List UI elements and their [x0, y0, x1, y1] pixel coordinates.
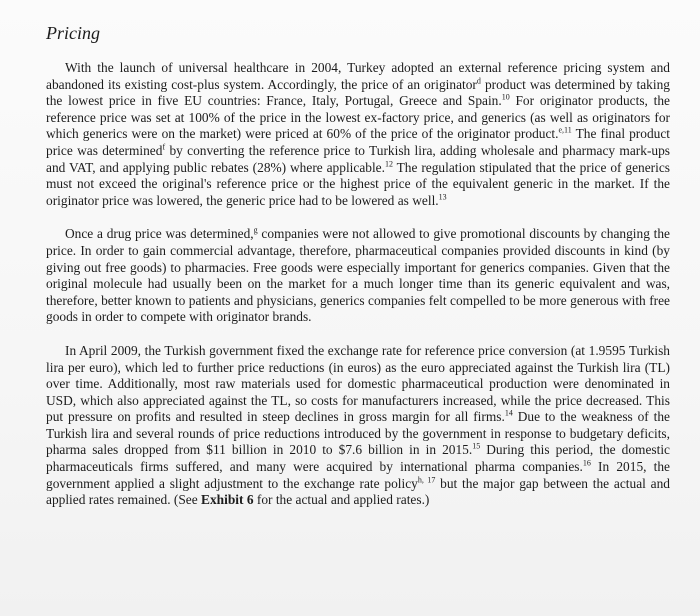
text-run: Once a drug price was determined,: [65, 226, 254, 242]
text-run: In April 2009, the Turkish government fixed the exchange rate for reference price conversion (at 1.9595 Turkish lira per euro), which led to further price reductions (in euros) as the euro appreciated against the Turkish lira (TL) over time. Additionally, most raw materials used for domestic pharmaceutical production were denominated in USD, which also appreciated against the TL, so costs for manufacturers increased, while the price decreased. This put pressure on profits and resulted in steep declines in gross margin for all firms.: [46, 342, 670, 425]
footnote-ref: h, 17: [417, 475, 436, 485]
footnote-ref: 13: [438, 192, 447, 202]
footnote-ref: 15: [472, 442, 481, 451]
text-run: by converting the reference price to Turkish lira, adding wholesale and pharmacy mark-ups and VAT, and applying public rebates (28%) where applicable.: [46, 142, 670, 175]
text-run: companies were not allowed to give promotional discounts by changing the price. In order to gain commercial advantage, therefore, pharmaceutical companies provided discounts in kind (by giving out free goods) to pharmacies. Free goods were especially important for generics companies. Given that the original molecule had usually been on the market for a much longer time than its generic equivalent and was, therefore, better known to patients and physicians, generics companies felt compelled to be more generous with free goods in order to compete with originator brands.: [46, 226, 670, 325]
footnote-ref: 10: [501, 92, 510, 102]
text-run: product was determined by taking the lowest price in five EU countries: France, Italy, Portugal, Greece and Spain.: [46, 76, 670, 109]
footnote-ref: g: [253, 225, 258, 235]
document-body: [46, 60, 670, 509]
footnote-ref: f: [162, 142, 166, 152]
text-run: The final product price was determined: [46, 126, 671, 158]
text-run: but the major gap between the actual and applied rates remained. (See: [46, 475, 671, 508]
text-run: For originator products, the reference price was set at 100% of the price in the lowest ex-factory price, and generics (as well as originators for which generics were on the market) were priced at 60% of the price of the originator product.: [46, 93, 670, 142]
footnote-ref: e,11: [558, 125, 572, 135]
section-heading: Pricing: [46, 23, 100, 43]
text-run: Due to the weakness of the Turkish lira and several rounds of price reductions introduced by the government in response to budgetary deficits, pharma sales dropped from $11 billion in 2010 to $7.6 billion in in 2015.: [46, 409, 670, 458]
paragraph-3: [46, 343, 670, 509]
exhibit-reference: Exhibit 6: [201, 492, 254, 508]
text-run: The regulation stipulated that the price of generics must not exceed the original's reference price or the highest price of the equivalent generic in the market. If the originator price was lowered, the generic price had to be lowered as well.: [46, 159, 670, 208]
text-run: In 2015, the government applied a slight adjustment to the exchange rate policy: [46, 459, 671, 491]
footnote-ref: 14: [504, 408, 513, 418]
footnote-ref: 16: [582, 458, 591, 468]
footnote-ref: 12: [384, 159, 393, 169]
text-run: for the actual and applied rates.): [253, 492, 430, 508]
paragraph-2: [46, 226, 670, 326]
text-run: During this period, the domestic pharmaceuticals firms suffered, and many were acquired by international pharma companies.: [46, 442, 670, 475]
footnote-ref: d: [476, 76, 481, 86]
text-run: With the launch of universal healthcare in 2004, Turkey adopted an external reference pricing system and abandoned its existing cost-plus system. Accordingly, the price of an originator: [46, 60, 670, 92]
paragraph-1: [46, 60, 670, 209]
